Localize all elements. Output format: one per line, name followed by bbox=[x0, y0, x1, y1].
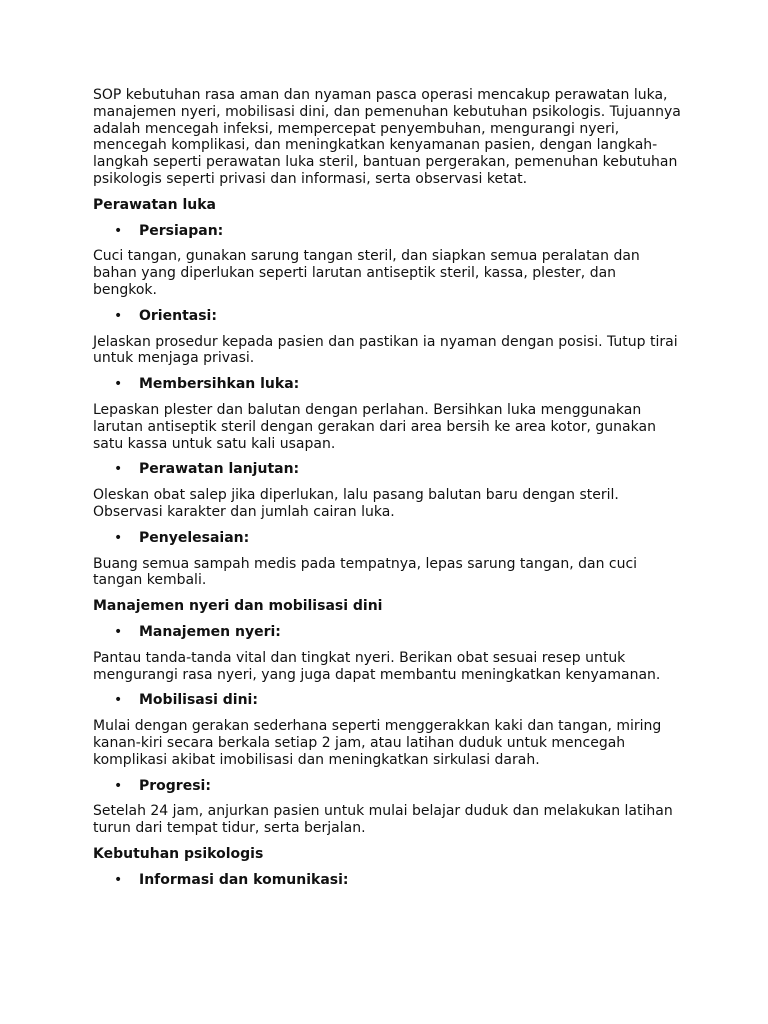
bullet-icon: • bbox=[114, 871, 123, 888]
bullet-title: Informasi dan komunikasi: bbox=[139, 871, 349, 888]
bullet-title: Progresi: bbox=[139, 777, 211, 794]
bullet-icon: • bbox=[114, 307, 123, 324]
bullet-item bbox=[93, 872, 683, 889]
bullet-item bbox=[93, 461, 683, 478]
bullet-item bbox=[93, 223, 683, 240]
bullet-title: Manajemen nyeri: bbox=[139, 623, 281, 640]
bullet-icon: • bbox=[114, 376, 123, 393]
bullet-item bbox=[93, 376, 683, 393]
bullet-title: Mobilisasi dini: bbox=[139, 692, 258, 709]
bullet-text: Oleskan obat salep jika diperlukan, lalu pasang balutan baru dengan steril. Observasi karakter dan jumlah cairan luka. bbox=[93, 487, 619, 520]
bullet-title: Orientasi: bbox=[139, 307, 217, 324]
bullet-text: Buang semua sampah medis pada tempatnya, lepas sarung tangan, dan cuci tangan kembali. bbox=[93, 555, 638, 589]
bullet-item bbox=[93, 692, 683, 709]
bullet-item bbox=[93, 530, 683, 547]
bullet-icon: • bbox=[114, 623, 123, 640]
bullet-icon: • bbox=[114, 692, 123, 709]
bullet-icon: • bbox=[114, 461, 123, 478]
bullet-item bbox=[93, 624, 683, 641]
bullet-text: Pantau tanda-tanda vital dan tingkat nyeri. Berikan obat sesuai resep untuk mengurangi rasa nyeri, yang juga dapat membantu meningkatkan kenyamanan. bbox=[93, 649, 661, 683]
bullet-text: Lepaskan plester dan balutan dengan perlahan. Bersihkan luka menggunakan larutan antiseptik steril dengan gerakan dari area bersih ke area kotor, gunakan satu kassa untuk satu kali usapan. bbox=[93, 401, 656, 452]
bullet-title: Penyelesaian: bbox=[139, 529, 250, 546]
bullet-text: Cuci tangan, gunakan sarung tangan steril, dan siapkan semua peralatan dan bahan yang diperlukan seperti larutan antiseptik steril, kassa, plester, dan bengkok. bbox=[93, 248, 640, 298]
section-heading: Perawatan luka bbox=[93, 196, 216, 213]
bullet-item bbox=[93, 778, 683, 795]
bullet-text: Setelah 24 jam, anjurkan pasien untuk mulai belajar duduk dan melakukan latihan turun dari tempat tidur, serta berjalan. bbox=[93, 803, 673, 837]
bullet-title: Persiapan: bbox=[139, 222, 224, 239]
bullet-title: Perawatan lanjutan: bbox=[139, 461, 300, 478]
bullet-icon: • bbox=[114, 529, 123, 546]
section-heading: Kebutuhan psikologis bbox=[93, 845, 264, 862]
bullet-text: Mulai dengan gerakan sederhana seperti menggerakkan kaki dan tangan, miring kanan-kiri secara berkala setiap 2 jam, atau latihan duduk untuk mencegah komplikasi akibat imobilisasi dan meningkatkan sirkulasi darah. bbox=[93, 718, 662, 768]
intro-paragraph: SOP kebutuhan rasa aman dan nyaman pasca operasi mencakup perawatan luka, manajemen nyeri, mobilisasi dini, dan pemenuhan kebutuhan psikologis. Tujuannya adalah mencegah infeksi, mempercepat penyembuhan, mengurangi nyeri, mencegah komplikasi, dan meningkatkan kenyamanan pasien, dengan langkah-langkah seperti perawatan luka steril, bantuan pergerakan, pemenuhan kebutuhan psikologis seperti privasi dan informasi, serta observasi ketat. bbox=[93, 87, 681, 187]
section-heading: Manajemen nyeri dan mobilisasi dini bbox=[93, 598, 383, 615]
bullet-icon: • bbox=[114, 222, 123, 239]
bullet-text: Jelaskan prosedur kepada pasien dan pastikan ia nyaman dengan posisi. Tutup tirai untuk menjaga privasi. bbox=[93, 333, 678, 367]
document-body bbox=[93, 87, 683, 897]
bullet-title: Membersihkan luka: bbox=[139, 376, 300, 393]
bullet-icon: • bbox=[114, 777, 123, 794]
bullet-item bbox=[93, 308, 683, 325]
